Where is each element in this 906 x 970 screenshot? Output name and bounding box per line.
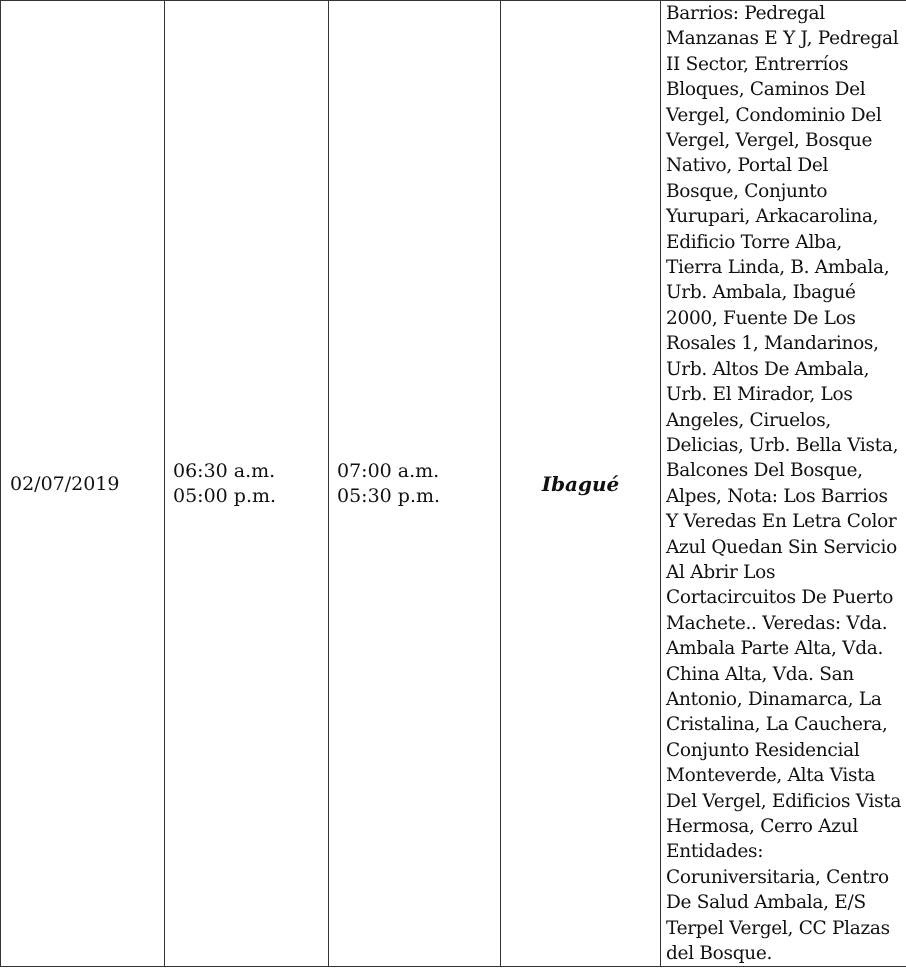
areas-line: Terpel Vergel, CC Plazas: [666, 917, 890, 939]
affected-areas-cell: [661, 1, 906, 967]
areas-line: Vergel, Vergel, Bosque: [666, 130, 873, 152]
areas-line: Delicias, Urb. Bella Vista,: [666, 434, 899, 456]
areas-line: Barrios: Pedregal: [666, 3, 825, 24]
municipality-cell: Ibagué: [501, 1, 661, 967]
areas-line: Al Abrir Los: [666, 561, 776, 583]
areas-line: Machete.. Veredas: Vda.: [666, 612, 888, 634]
areas-line: Cristalina, La Cauchera,: [666, 714, 888, 736]
areas-line: De Salud Ambala, E/S: [666, 892, 866, 914]
areas-line: Vergel, Condominio Del: [666, 104, 882, 126]
start-time-afternoon: 05:00 p.m.: [173, 484, 277, 507]
areas-line: Nativo, Portal Del: [666, 155, 829, 177]
areas-line: del Bosque.: [666, 943, 773, 965]
areas-line: Alpes, Nota: Los Barrios: [666, 485, 888, 507]
areas-line: Conjunto Residencial: [666, 739, 860, 761]
areas-line: Coruniversitaria, Centro: [666, 866, 889, 888]
areas-line: Tierra Linda, B. Ambala,: [666, 257, 890, 279]
end-time-morning: 07:00 a.m.: [337, 459, 440, 482]
areas-line: China Alta, Vda. San: [666, 663, 854, 685]
areas-line: Y Veredas En Letra Color: [666, 511, 897, 533]
table-row: [1, 1, 906, 967]
areas-line: Antonio, Dinamarca, La: [666, 688, 882, 710]
areas-line: Manzanas E Y J, Pedregal: [666, 28, 899, 50]
areas-line: Balcones Del Bosque,: [666, 460, 863, 482]
areas-line: Entidades:: [666, 841, 764, 863]
areas-line: Azul Quedan Sin Servicio: [666, 536, 897, 558]
end-time-afternoon: 05:30 p.m.: [337, 484, 441, 507]
areas-line: Urb. Altos De Ambala,: [666, 358, 870, 380]
start-time-cell: [165, 1, 329, 967]
end-time-cell: [329, 1, 501, 967]
areas-line: Urb. El Mirador, Los: [666, 384, 853, 406]
areas-line: Edificio Torre Alba,: [666, 231, 842, 253]
areas-line: Bosque, Conjunto: [666, 180, 828, 202]
areas-line: 2000, Fuente De Los: [666, 307, 856, 329]
date-cell: 02/07/2019: [1, 1, 165, 967]
start-time-morning: 06:30 a.m.: [173, 459, 276, 482]
areas-line: Cortacircuitos De Puerto: [666, 587, 894, 609]
areas-line: Bloques, Caminos Del: [666, 79, 866, 101]
areas-line: Rosales 1, Mandarinos,: [666, 333, 879, 355]
areas-line: II Sector, Entrerríos: [666, 53, 849, 75]
areas-line: Hermosa, Cerro Azul: [666, 816, 858, 837]
areas-line: Monteverde, Alta Vista: [666, 765, 876, 787]
areas-line: Del Vergel, Edificios Vista: [666, 790, 902, 812]
areas-line: Urb. Ambala, Ibagué: [666, 282, 856, 304]
areas-line: Ambala Parte Alta, Vda.: [666, 638, 884, 660]
areas-line: Angeles, Ciruelos,: [666, 409, 831, 431]
areas-line: Yurupari, Arkacarolina,: [666, 206, 879, 228]
